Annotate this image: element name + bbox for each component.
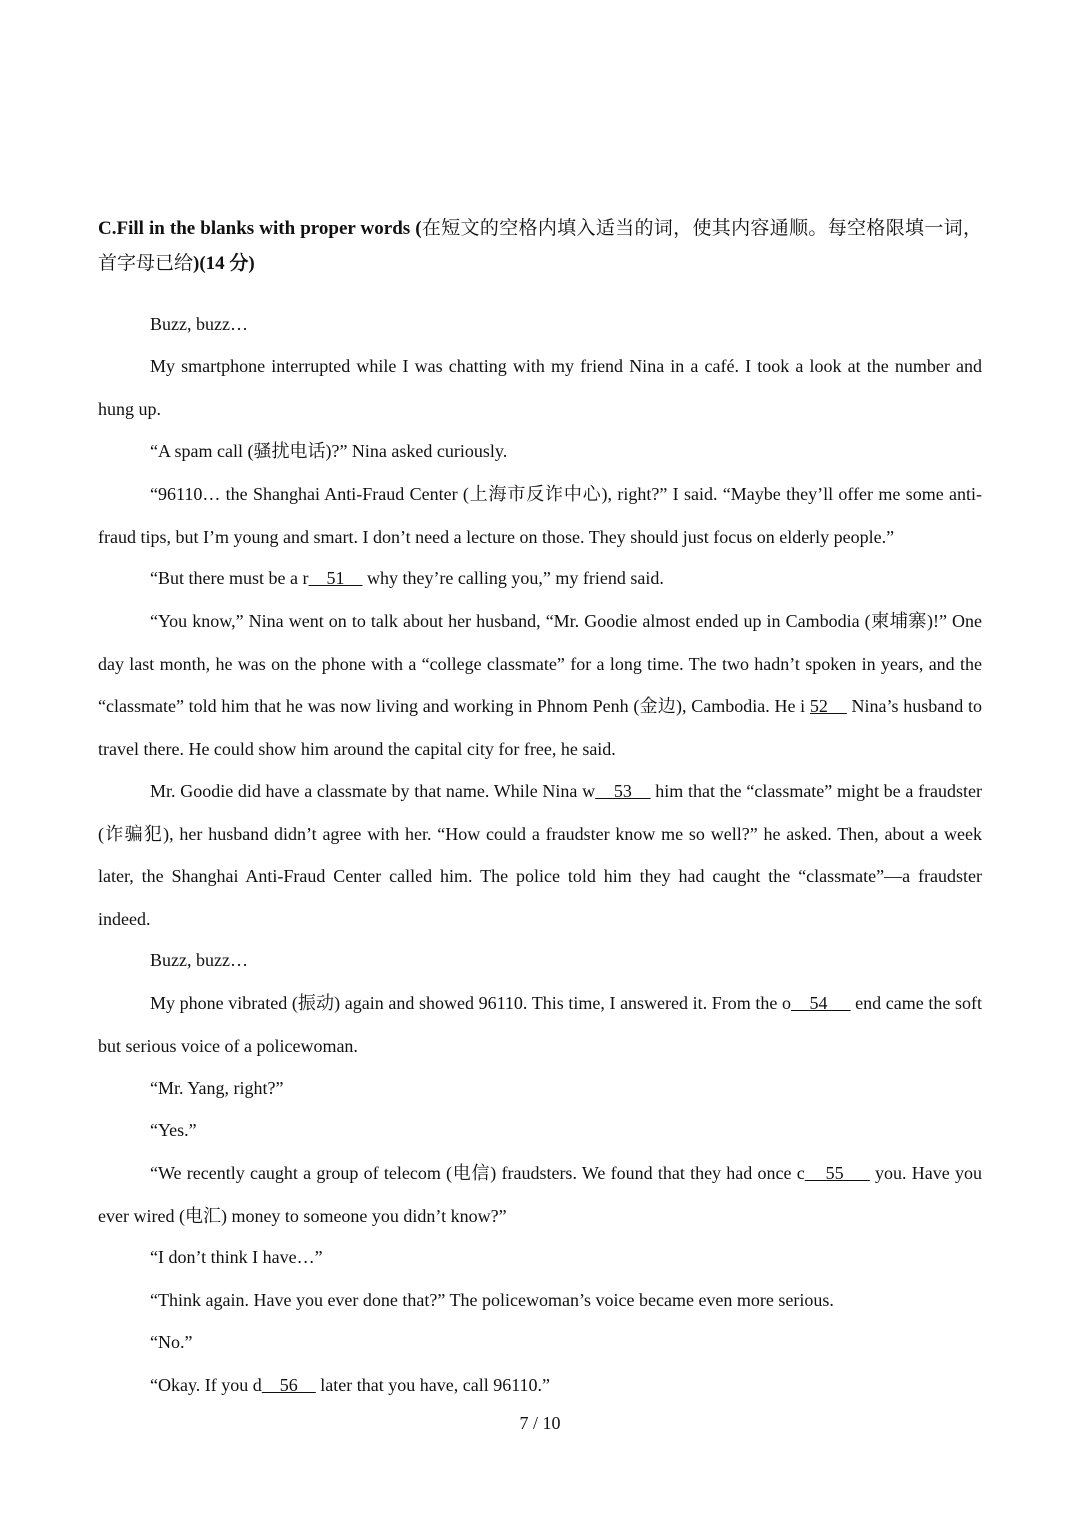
paragraph-9-text-b: end came the soft but serious voice of a policewoman. <box>98 993 982 1056</box>
paragraph-6-text-b: Nina’s husband to travel there. He could show him around the capital city for free, he said. <box>98 696 982 759</box>
paragraph-16 <box>98 1364 982 1407</box>
paragraph-10: “Mr. Yang, right?” <box>150 1078 284 1098</box>
paragraph-15: “No.” <box>150 1332 193 1352</box>
paragraph-4: “96110… the Shanghai Anti-Fraud Center (上海市反诈中心), right?” I said. “Maybe they’ll offer me some anti-fraud tips, but I’m young and smart. I don’t need a lecture on those. They should just focus on elderly people.” <box>98 484 982 547</box>
paragraph-12-text-a: “We recently caught a group of telecom (电信) fraudsters. We found that they had once c <box>150 1163 805 1183</box>
paragraph-7-text-b: him that the “classmate” might be a fraudster (诈骗犯), her husband didn’t agree with her. “How could a fraudster know me so well?” he asked. Then, about a week later, the Shanghai Anti-Fraud Center called him. The police told him they had caught the “classmate”—a fraudster indeed. <box>98 781 982 929</box>
page-number: 7 / 10 <box>519 1413 561 1433</box>
paragraph-5 <box>98 557 982 600</box>
paragraph-1: Buzz, buzz… <box>150 314 248 334</box>
paragraph-2: My smartphone interrupted while I was chatting with my friend Nina in a café. I took a look at the number and hung up. <box>98 356 982 419</box>
section-heading-score: )(14 分) <box>193 253 255 274</box>
section-heading-en: C.Fill in the blanks with proper words ( <box>98 218 422 239</box>
blank-52[interactable]: 52 <box>809 696 847 716</box>
paragraph-14: “Think again. Have you ever done that?” The policewoman’s voice became even more serious. <box>150 1290 834 1310</box>
section-heading-cn: 在短文的空格内填入适当的词，使其内容通顺。每空格限填一词，首字母已给 <box>98 218 982 274</box>
paragraph-12-text-b: you. Have you ever wired (电汇) money to someone you didn’t know?” <box>98 1163 983 1226</box>
section-heading <box>98 211 982 281</box>
blank-51[interactable]: 51 <box>308 568 363 588</box>
paragraph-6-text-a: “You know,” Nina went on to talk about her husband, “Mr. Goodie almost ended up in Cambodia (柬埔寨)!” One day last month, he was on the phone with a “college classmate” for a long time. The two hadn’t spoken in years, and the “classmate” told him that he was now living and working in Phnom Penh (金边), Cambodia. He i <box>98 611 982 716</box>
blank-56[interactable]: 56 <box>261 1375 316 1395</box>
blank-53[interactable]: 53 <box>595 781 651 801</box>
paragraph-8: Buzz, buzz… <box>150 950 248 970</box>
paragraph-11: “Yes.” <box>150 1120 197 1140</box>
paragraph-9 <box>98 982 982 1067</box>
paragraph-9-text-a: My phone vibrated (振动) again and showed 96110. This time, I answered it. From the o <box>150 993 791 1013</box>
paragraph-6 <box>98 600 982 770</box>
paragraph-3: “A spam call (骚扰电话)?” Nina asked curiously. <box>150 441 508 461</box>
paragraph-5-text-b: why they’re calling you,” my friend said. <box>362 568 664 588</box>
paragraph-7-text-a: Mr. Goodie did have a classmate by that name. While Nina w <box>150 781 596 801</box>
blank-54[interactable]: 54 <box>791 993 851 1013</box>
paragraph-12 <box>98 1152 982 1237</box>
paragraph-5-text-a: “But there must be a r <box>150 568 309 588</box>
blank-55[interactable]: 55 <box>804 1163 870 1183</box>
paragraph-7 <box>98 770 982 940</box>
paragraph-16-text-b: later that you have, call 96110.” <box>315 1375 551 1395</box>
paragraph-13: “I don’t think I have…” <box>150 1247 323 1267</box>
paragraph-16-text-a: “Okay. If you d <box>150 1375 262 1395</box>
